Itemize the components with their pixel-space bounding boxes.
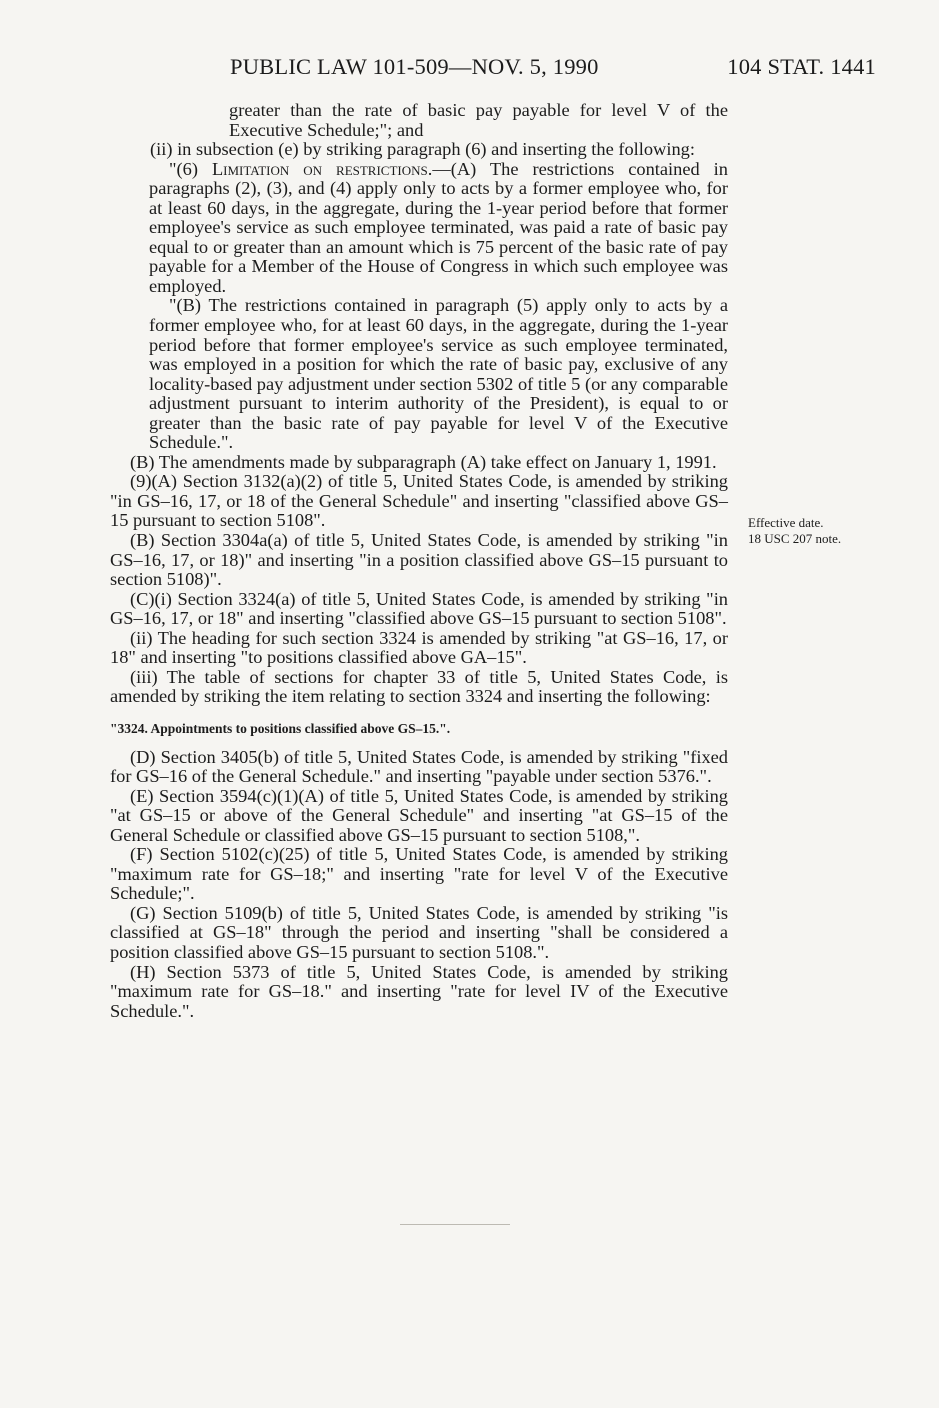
paragraph-9-d: (D) Section 3405(b) of title 5, United States Code, is amended by striking "fixed for GS–16 of the General Schedule." and inserting "payable under section 5376.". — [110, 746, 728, 787]
header-stat-page: 104 STAT. 1441 — [727, 54, 876, 79]
paragraph-9-a: (9)(A) Section 3132(a)(2) of title 5, United States Code, is amended by striking "in GS–16, 17, or 18 of the General Schedule" and inserting "classified above GS–15 pursuant to section 5108". — [110, 471, 728, 531]
margin-note-effective-date: Effective date. — [748, 515, 824, 530]
paragraph-6-lead: "(6) — [169, 158, 212, 179]
margin-note — [748, 515, 841, 547]
header-law-citation: PUBLIC LAW 101-509—NOV. 5, 1990 — [230, 54, 599, 79]
table-of-sections-item: "3324. Appointments to positions classified above GS–15.". — [110, 720, 451, 736]
paragraph-continuation: greater than the rate of basic pay payable for level V of the Executive Schedule;"; and — [229, 100, 728, 140]
paragraph-9-f: (F) Section 5102(c)(25) of title 5, United States Code, is amended by striking "maximum rate for GS–18;" and inserting "rate for level V of the Executive Schedule;". — [110, 844, 728, 904]
margin-note-usc-citation: 18 USC 207 note. — [748, 531, 842, 546]
paragraph-9-b: (B) Section 3304a(a) of title 5, United States Code, is amended by striking "in GS–16, 17, or 18)" and inserting "in a position classified above GS–15 pursuant to section 5108)". — [110, 530, 728, 590]
paragraph-6-b: "(B) The restrictions contained in paragraph (5) apply only to acts by a former employee who, for at least 60 days, in the aggregate, during the 1-year period before that former employee's service as such employee terminated, was employed in a position for which the rate of basic pay, exclusive of any locality-based pay adjustment under section 5302 of title 5 (or any comparable adjustment pursuant to interim authority of the President), is equal to or greater than the basic rate of pay payable for level V of the Executive Schedule.". — [149, 295, 728, 453]
statute-body — [110, 101, 728, 1021]
paragraph-b-effective: (B) The amendments made by subparagraph (A) take effect on January 1, 1991. — [130, 451, 717, 472]
paragraph-6-a — [110, 160, 728, 297]
paragraph-9-c-i: (C)(i) Section 3324(a) of title 5, United States Code, is amended by striking "in GS–16, 17, or 18" and inserting "classified above GS–15 pursuant to section 5108". — [110, 588, 728, 629]
paragraph-9-e: (E) Section 3594(c)(1)(A) of title 5, United States Code, is amended by striking "at GS–15 or above of the General Schedule" and inserting "at GS–15 of the General Schedule or classified above GS–15 pursuant to section 5108,". — [110, 785, 728, 845]
paragraph-9-c-ii: (ii) The heading for such section 3324 is amended by striking "at GS–16, 17, or 18" and inserting "to positions classified above GA–15". — [110, 627, 728, 668]
end-rule-divider — [400, 1224, 510, 1225]
paragraph-ii: (ii) in subsection (e) by striking paragraph (6) and inserting the following: — [150, 139, 695, 160]
paragraph-9-g: (G) Section 5109(b) of title 5, United States Code, is amended by striking "is classified at GS–18" through the period and inserting "shall be considered a position classified above GS–15 pursuant to section 5108.". — [110, 902, 728, 962]
paragraph-9-h: (H) Section 5373 of title 5, United States Code, is amended by striking "maximum rate for GS–18." and inserting "rate for level IV of the Executive Schedule.". — [110, 961, 728, 1021]
paragraph-9-c-iii: (iii) The table of sections for chapter 33 of title 5, United States Code, is amended by striking the item relating to section 3324 and inserting the following: — [110, 666, 728, 707]
paragraph-6-caption: Limitation on restrictions — [211, 158, 428, 179]
paragraph-6-text: .—(A) The restrictions contained in paragraphs (2), (3), and (4) apply only to acts by a former employee who, for at least 60 days, in the aggregate, during the 1-year period before that former employee's service as such employee terminated, was paid a rate of basic pay equal to or greater than an amount which is 75 percent of the basic rate of pay payable for a Member of the House of Congress in which such employee was employed. — [149, 158, 728, 296]
